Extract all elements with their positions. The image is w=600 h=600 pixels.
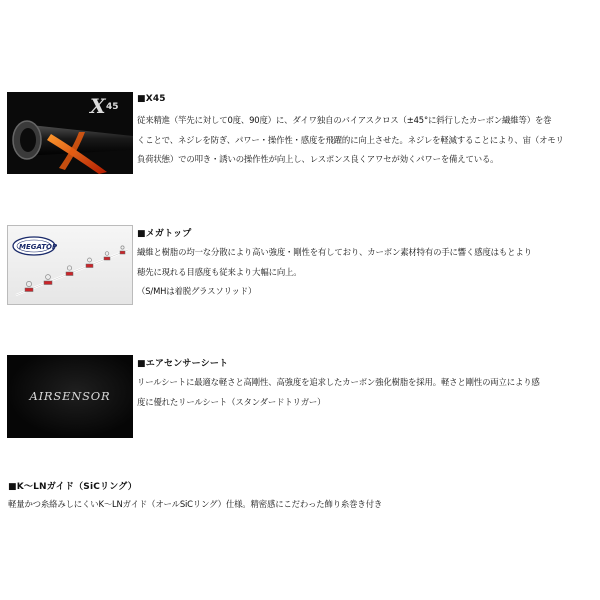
svg-text:MEGATOP: MEGATOP [19, 243, 58, 251]
x45-description-line: 負荷状態）での叩き・誘いの操作性が向上し、レスポンス良くアワセが効くパワーを備えている。 [137, 154, 499, 165]
megatop-description-line: 穂先に現れる目感度も従来より大幅に向上。 [137, 266, 302, 277]
x45-description [137, 111, 564, 170]
x45-image [7, 92, 133, 174]
x45-title: ■X45 [137, 94, 166, 104]
x45-description-line: くことで、ネジレを防ぎ、パワー・操作性・感度を飛躍的に向上させた。ネジレを軽減することにより、宙（オモリ [137, 134, 564, 145]
kln-guide-description-line: 軽量かつ糸絡みしにくいK～LNガイド（オールSiCリング）仕様。精密感にこだわった飾り糸巻き付き [8, 499, 383, 509]
kln-guide-title: ■K～LNガイド（SiCリング） [8, 482, 137, 492]
airsensor-title: ■エアセンサーシート [137, 359, 229, 369]
megatop-image [7, 225, 133, 305]
megatop-description-line: 繊維と樹脂の均一な分散により高い強度・剛性を有しており、カーボン素材特有の手に響く感度はもとより [137, 247, 532, 257]
kln-guide-description [8, 495, 382, 515]
airsensor-image [7, 355, 133, 438]
svg-text:X: X [90, 94, 106, 118]
megatop-title: ■メガトップ [137, 229, 192, 239]
airsensor-description [137, 373, 540, 412]
svg-text:45: 45 [106, 102, 119, 112]
megatop-description [137, 243, 532, 302]
megatop-description-line: （S/MHは着脱グラスソリッド） [137, 286, 257, 297]
airsensor-description-line: 度に優れたリールシート（スタンダードトリガー） [137, 396, 326, 407]
x45-description-line: 従来精進（竿先に対して0度、90度）に、ダイワ独自のバイアスクロス（±45°に斜行したカーボン繊維等）を巻 [137, 115, 552, 125]
airsensor-logo: AIRSENSOR [29, 389, 111, 403]
airsensor-description-line: リールシートに最適な軽さと高剛性、高強度を追求したカーボン強化樹脂を採用。軽さと剛性の両立により感 [137, 377, 540, 387]
